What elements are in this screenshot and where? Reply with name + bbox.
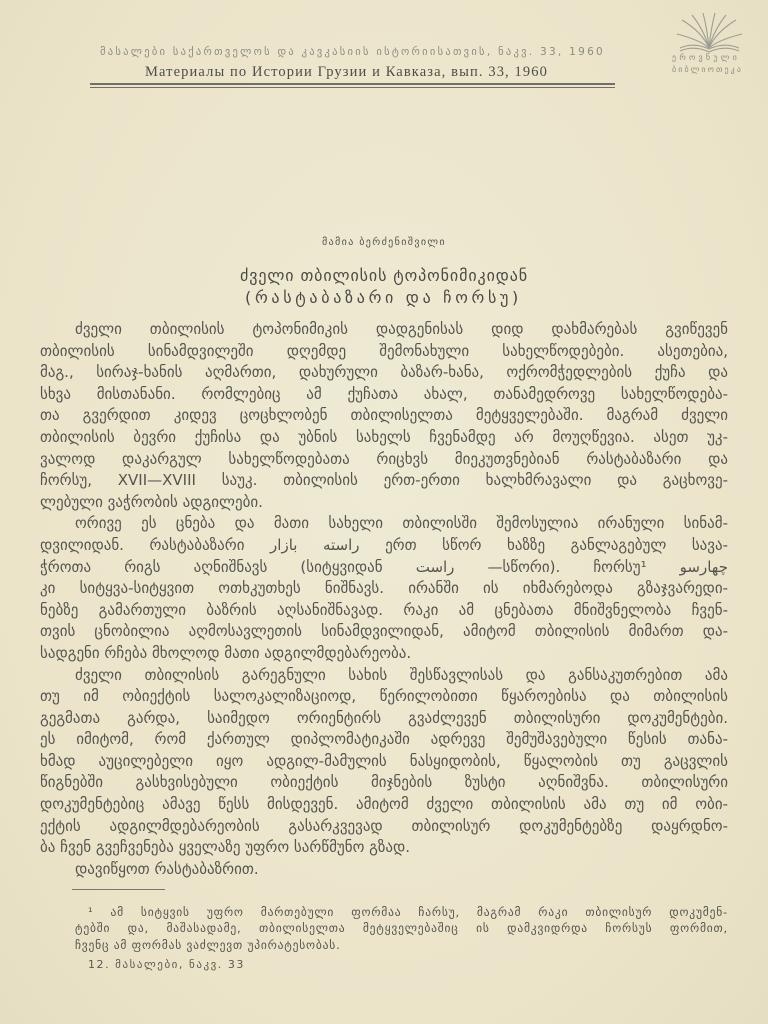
text-line: ბა ჩვენ გვეჩვენება ყველაზე უფრო სარწმუნო გზად. [40,838,411,857]
text-line: სადგენი რჩება მხოლოდ მათი ადგილმდებარეობა. [40,643,412,662]
icon-stroke [709,34,742,48]
author-name: მამია ბერძენიშვილი [322,237,446,248]
icon-stroke [709,20,736,48]
text-line: დავიწყოთ რასტაბაზრით. [75,859,259,878]
text-line: ჩორსუ, XVII—XVIII საუკ. თბილისის ერთ-ერთი ხალხმრავალი და გაცხოვე- [40,471,728,490]
text-line: ძველი თბილისის ტოპონიმიკის დადგენისას დიდ დახმარებას გვიწევენ [75,320,728,338]
text-line: ეს იმიტომ, რომ ქართულ დიპლომატიკაში ადრევე შემუშავებული წესის თანა- [40,730,728,749]
article-title: ძველი თბილისის ტოპონიმიკიდან [240,266,528,285]
paragraph [40,513,728,664]
text-line: დოკუმენტებიც ამავე წესს მისდევენ. ამიტომ ძველი თბილისის ამა თუ იმ ობი- [40,795,728,814]
text-line: მაგ., სირაჯ-ხანის აღმართი, დახურული ბაზარ-ხანა, ოქრომჭედლების ქუჩა და [40,363,728,382]
footnote-separator [72,889,165,890]
text-line: ლებული ვაჭრობის ადგილები. [40,492,263,511]
text-line: თბილისის ბევრი ქუჩისა და უბნის სახელს ჩვენამდე არ მოუღწევია. ასეთ უკ- [40,427,728,446]
footnote [75,904,728,954]
text-line: ექტის ადგილმდებარეობის გასარკვევად თბილისურ დოკუმენტებზე დაყრდნო- [40,816,728,835]
stamp-text-line: ბიბლიოთეკა [672,65,743,74]
text-line: თა გვერდით კიდევ ცოცხლობენ თბილისელთა მეტყველებაში. მაგრამ ძველი [40,406,728,425]
page-signature: 12. მასალები, ნაკვ. 33 [88,958,245,971]
icon-stroke [682,20,709,48]
text-line: კი სიტყვა-სიტყვით ოთხკუთხეს ნიშნავს. ირანში ის იხმარებოდა გზაჯვარედი- [40,579,728,598]
article-subtitle: (რასტაბაზარი და ჩორსუ) [245,288,522,307]
text-line: გეგმათა გარდა, საიმედო ორიენტირს გვაძლევენ თბილისური დოკუმენტები. [40,708,728,727]
text-line: თუ იმ ობიექტის სალოკალიზაციოდ, წერილობითი წყაროებისა და თბილისის [40,687,728,706]
paragraph [40,859,728,881]
text-line: თვის ცნობილია აღმოსავლეთის სინამდვილიდან, ამიტომ თბილისის მიმართ და- [40,622,728,641]
paragraph [40,319,728,513]
book-sprout-icon [672,12,747,54]
library-stamp [664,8,754,80]
text-line: ვალოდ დაკარგულ სახელწოდებათა რიცხვს მიეკუთვნებიან რასტაბაზარი და [40,449,728,468]
stamp-text-line: ეროვნული [672,53,740,62]
footnote-line: ¹ ამ სიტყვის უფრო მართებული ფორმაა ჩარსუ, მაგრამ რაკი თბილისურ დოკუმენ- [88,904,728,919]
header-double-rule [90,83,615,88]
series-header-georgian: მასალები საქართველოს და კავკასიის ისტორიისათვის, ნაკვ. 33, 1960 [100,46,605,58]
text-line: სხვა მისთანანი. რომლებიც ამ ქუჩათა ახალ, თანამედროვე სახელწოდება- [40,384,728,403]
text-line: თბილისის სინამდვილეში დღემდე შემონახული სახელწოდებები. ასეთებია, [40,341,728,360]
article-body [40,319,728,880]
footnote-line: ჩვენც ამ ფორმას ვაძლევთ უპირატესობას. [75,937,341,952]
text-line: ჭროთა რიგს აღნიშნავს (სიტყვიდან راست —სწორი). ჩორსუ¹ چهارسو [40,557,728,576]
text-line: დვილიდან. რასტაბაზარი راسته بازار ერთ სწორ ხაზზე განლაგებულ სავა- [40,535,729,554]
text-line: ხმად აუცილებელი იყო ადგილ-მამულის ნასყიდობის, წყალობის თუ გაცვლის [40,751,728,770]
text-line: წიგნებში გასხვისებული ობიექტის მიჯნების ზუსტი აღნიშვნა. თბილისური [40,773,728,792]
text-line: ნებზე გამართული ბაზრის აღსანიშნავად. რაკი ამ ცნებათა მნიშვნელობა ჩვენ- [40,600,728,619]
series-header-russian: Материалы по Истории Грузии и Кавказа, вып. 33, 1960 [145,64,548,80]
paragraph [40,665,728,859]
text-line: ორივე ეს ცნება და მათი სახელი თბილისში შემოსულია ირანული სინამ- [75,514,728,533]
footnote-line: ტებში და, მაშასადამე, თბილისელთა მეტყველებაშიც ის დამკვიდრდა ჩორსუს ფორმით, [75,921,728,936]
text-line: ძველი თბილისის გარეგნული სახის შესწავლისას და განსაკუთრებით ამა [75,665,728,684]
